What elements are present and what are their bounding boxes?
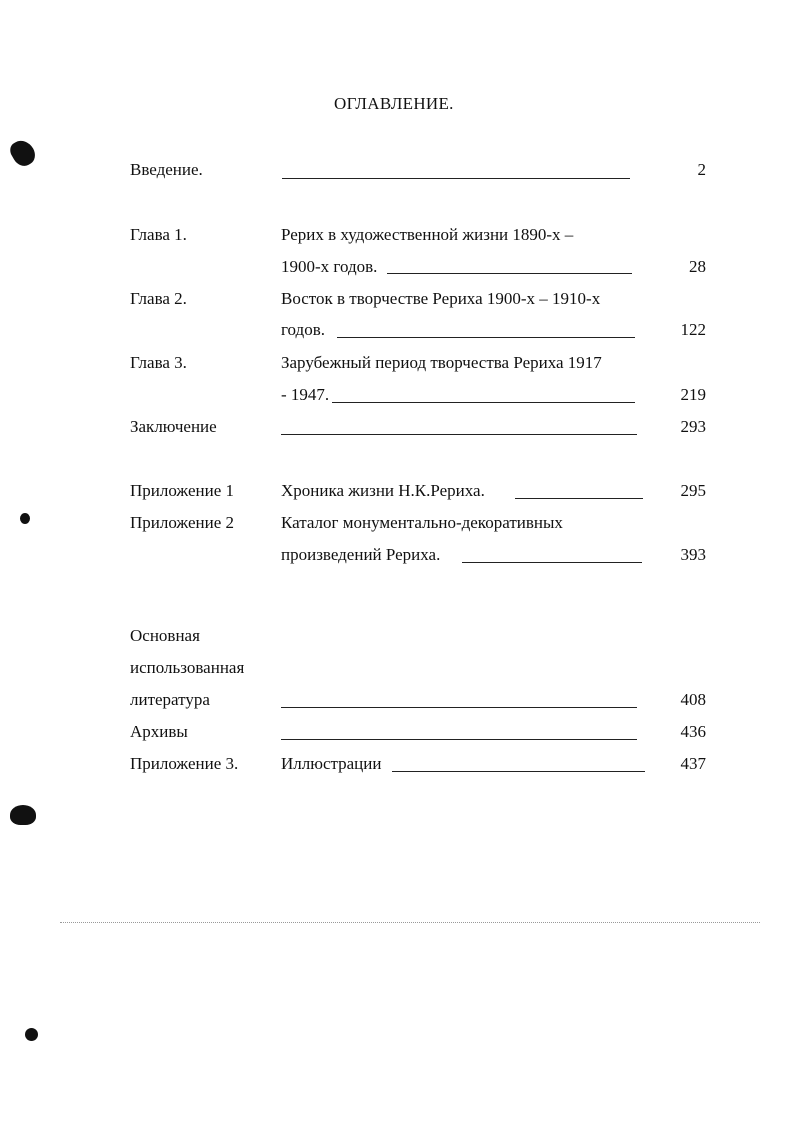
toc-text-chapter-3: Зарубежный период творчества Рериха 1917 (281, 353, 602, 372)
scan-line (60, 922, 760, 923)
toc-label-chapter-1: Глава 1. (130, 225, 187, 244)
toc-label-conclusion: Заключение (130, 417, 217, 436)
toc-label-appendix-1: Приложение 1 (130, 481, 234, 500)
page-number: 293 (680, 417, 706, 436)
toc-text-appendix-1: Хроника жизни Н.К.Рериха. (281, 481, 485, 500)
page-number: 219 (680, 385, 706, 404)
page-number: 28 (689, 257, 706, 276)
leader-line (337, 337, 635, 338)
page-number: 2 (697, 160, 706, 179)
scan-speck (10, 805, 36, 825)
toc-label-literature-3: литература (130, 690, 210, 709)
page-number: 436 (680, 722, 706, 741)
toc-label-literature-2: использованная (130, 658, 245, 677)
scan-speck (7, 136, 39, 170)
leader-line (392, 771, 645, 772)
toc-label-appendix-3: Приложение 3. (130, 754, 239, 773)
leader-line (387, 273, 632, 274)
page-number: 295 (680, 481, 706, 500)
toc-label-archives: Архивы (130, 722, 188, 741)
toc-text-appendix-2: Каталог монументально-декоративных (281, 513, 563, 532)
scan-speck (20, 513, 30, 524)
toc-text-appendix-3: Иллюстрации (281, 754, 382, 773)
page-number: 437 (680, 754, 706, 773)
leader-line (332, 402, 635, 403)
toc-text-chapter-1-cont: 1900-х годов. (281, 257, 378, 276)
leader-line (515, 498, 643, 499)
toc-label-literature-1: Основная (130, 626, 200, 645)
leader-line (282, 178, 630, 179)
page-number: 393 (680, 545, 706, 564)
leader-line (281, 434, 637, 435)
scan-speck (25, 1028, 38, 1041)
toc-text-chapter-2-cont: годов. (281, 320, 325, 339)
toc-text-chapter-2: Восток в творчестве Рериха 1900-х – 1910-х (281, 289, 601, 308)
toc-text-appendix-2-cont: произведений Рериха. (281, 545, 441, 564)
leader-line (281, 707, 637, 708)
toc-label-chapter-3: Глава 3. (130, 353, 187, 372)
toc-text-chapter-1: Рерих в художественной жизни 1890-х – (281, 225, 574, 244)
page-number: 122 (680, 320, 706, 339)
leader-line (281, 739, 637, 740)
toc-label-intro: Введение. (130, 160, 203, 179)
toc-label-appendix-2: Приложение 2 (130, 513, 234, 532)
page-title: ОГЛАВЛЕНИЕ. (334, 94, 454, 113)
toc-label-chapter-2: Глава 2. (130, 289, 187, 308)
leader-line (462, 562, 642, 563)
toc-text-chapter-3-cont: - 1947. (281, 385, 330, 404)
page-number: 408 (680, 690, 706, 709)
